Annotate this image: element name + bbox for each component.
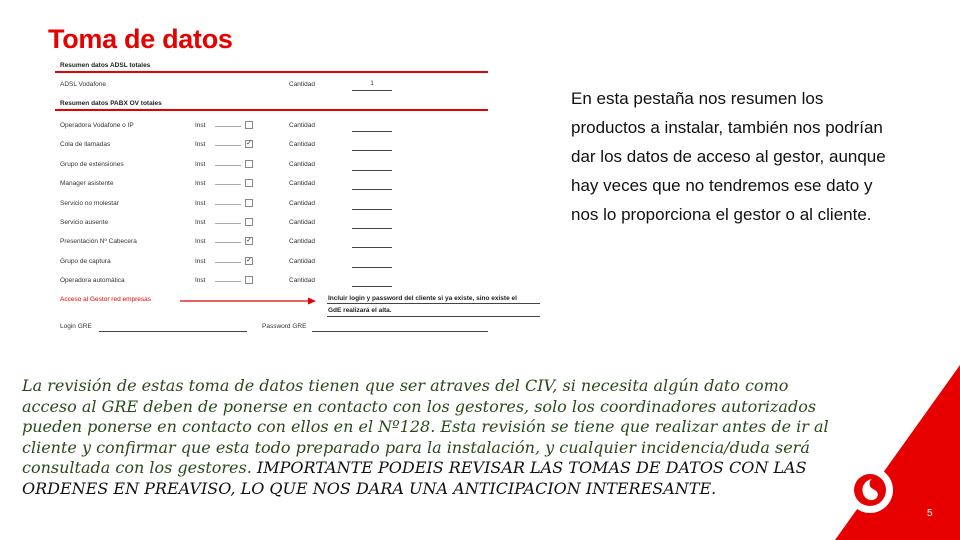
adsl-quantity-underline bbox=[352, 90, 392, 91]
pabx-row-label: Grupo de captura bbox=[60, 257, 111, 265]
pabx-row-quantity-underline bbox=[352, 150, 392, 151]
pabx-row-label: Presentación Nº Cabecera bbox=[60, 238, 137, 246]
pabx-row-label: Manager asistente bbox=[60, 180, 114, 188]
pabx-row-cantidad-label: Cantidad bbox=[289, 238, 316, 246]
checkbox-unchecked-icon bbox=[245, 179, 253, 187]
access-note-rule-2 bbox=[327, 316, 540, 317]
pabx-row-label: Operadora automática bbox=[60, 277, 125, 285]
access-note-rule bbox=[327, 303, 540, 304]
pabx-row-label: Grupo de extensiones bbox=[60, 160, 124, 168]
access-arrow-icon bbox=[180, 296, 320, 306]
pabx-row-inst-label: Inst bbox=[195, 238, 206, 246]
pabx-row-quantity-underline bbox=[352, 267, 392, 268]
pabx-row-inst-label: Inst bbox=[195, 219, 206, 226]
side-description: En esta pestaña nos resumen los productos a instalar, también nos podrían dar los datos de acceso al gestor, aunque hay veces que no tendremos ese dato y nos lo proporciona el gestor o al cliente. bbox=[571, 89, 886, 224]
pabx-row-cantidad-label: Cantidad bbox=[289, 257, 316, 265]
access-label: Acceso al Gestor red empresas bbox=[60, 296, 152, 303]
pabx-row-cantidad-label: Cantidad bbox=[289, 199, 316, 207]
pabx-row-cantidad-label: Cantidad bbox=[289, 219, 316, 226]
login-gre-label: Login GRE bbox=[60, 323, 92, 330]
pabx-row-dash bbox=[215, 223, 241, 224]
pabx-row-inst-label: Inst bbox=[195, 160, 206, 168]
pabx-row-inst-label: Inst bbox=[195, 122, 206, 129]
checkbox-unchecked-icon bbox=[245, 199, 253, 207]
checkbox-unchecked-icon bbox=[245, 160, 253, 168]
pabx-row-inst-label: Inst bbox=[195, 257, 206, 265]
pabx-row-cantidad-label: Cantidad bbox=[289, 122, 316, 129]
pabx-row-dash bbox=[215, 262, 241, 263]
checkbox-checked-icon: ✓ bbox=[246, 237, 252, 245]
access-note-line1: Incluir login y password del cliente si ya existe, sino existe el bbox=[328, 295, 517, 302]
pabx-row-inst-label: Inst bbox=[195, 199, 206, 207]
pabx-row-dash bbox=[215, 126, 241, 127]
adsl-quantity-value: 1 bbox=[370, 80, 374, 87]
pabx-row-quantity-underline bbox=[352, 209, 392, 210]
page-number: 5 bbox=[927, 508, 933, 519]
adsl-cantidad-label: Cantidad bbox=[289, 81, 316, 88]
pabx-row-dash bbox=[215, 204, 241, 205]
password-gre-label: Password GRE bbox=[262, 323, 307, 330]
pabx-row-quantity-underline bbox=[352, 228, 392, 229]
adsl-label: ADSL Vodafone bbox=[60, 81, 107, 88]
pabx-row-inst-label: Inst bbox=[195, 180, 206, 188]
data-form-screenshot bbox=[55, 58, 545, 338]
checkbox-checked-icon: ✓ bbox=[246, 140, 252, 148]
pabx-section-title: Resumen datos PABX OV totales bbox=[60, 100, 162, 107]
pabx-row-dash bbox=[215, 281, 241, 282]
checkbox-checked-icon: ✓ bbox=[246, 256, 252, 264]
pabx-row-cantidad-label: Cantidad bbox=[289, 141, 316, 149]
pabx-row-cantidad-label: Cantidad bbox=[289, 277, 316, 285]
checkbox-unchecked-icon bbox=[245, 276, 253, 284]
slide-title: Toma de datos bbox=[48, 24, 233, 54]
pabx-row-cantidad-label: Cantidad bbox=[289, 160, 316, 168]
adsl-section-title: Resumen datos ADSL totales bbox=[60, 62, 151, 69]
checkbox-unchecked-icon bbox=[245, 218, 253, 226]
pabx-section-divider bbox=[55, 109, 488, 111]
pabx-row-inst-label: Inst bbox=[195, 277, 206, 285]
checkbox-unchecked-icon bbox=[245, 121, 253, 129]
review-note-important: IMPORTANTE PODEIS REVISAR LAS TOMAS DE DATOS CON LAS ORDENES EN PREAVISO, LO QUE NOS DARA UNA ANTICIPACION INTERESANTE. bbox=[22, 458, 807, 498]
pabx-row-label: Servicio ausente bbox=[60, 219, 109, 226]
pabx-row-quantity-underline bbox=[352, 170, 392, 171]
pabx-row-cantidad-label: Cantidad bbox=[289, 180, 316, 188]
pabx-row-label: Operadora Vodafone o IP bbox=[60, 122, 134, 129]
adsl-section-divider bbox=[55, 71, 488, 73]
pabx-row-dash bbox=[215, 165, 241, 166]
pabx-row-dash bbox=[215, 184, 241, 185]
login-gre-field bbox=[99, 331, 247, 332]
pabx-row-dash bbox=[215, 145, 241, 146]
password-gre-field bbox=[312, 331, 488, 332]
review-note-text: La revisión de estas toma de datos tienen que ser atraves del CIV, si necesita algún dato como acceso al GRE deben de ponerse en contacto con los gestores, solo los coordinadores autorizados pueden ponerse en contacto con ellos en el Nº128. Esta revisión se tiene que realizar antes de ir al cliente y confirmar que esta todo preparado para la instalación, y cualquier incidencia/duda será consultada con los gestores. bbox=[22, 376, 829, 477]
pabx-row-label: Cola de llamadas bbox=[60, 141, 111, 149]
pabx-row-quantity-underline bbox=[352, 247, 392, 248]
pabx-row-inst-label: Inst bbox=[195, 141, 206, 149]
pabx-row-dash bbox=[215, 242, 241, 243]
pabx-row-label: Servicio no molestar bbox=[60, 199, 119, 207]
vodafone-logo-icon bbox=[846, 466, 894, 514]
pabx-row-quantity-underline bbox=[352, 131, 392, 132]
pabx-row-quantity-underline bbox=[352, 189, 392, 190]
access-note-line2: GdE realizará el alta. bbox=[328, 307, 392, 314]
review-note bbox=[22, 376, 832, 499]
pabx-row-quantity-underline bbox=[352, 286, 392, 287]
